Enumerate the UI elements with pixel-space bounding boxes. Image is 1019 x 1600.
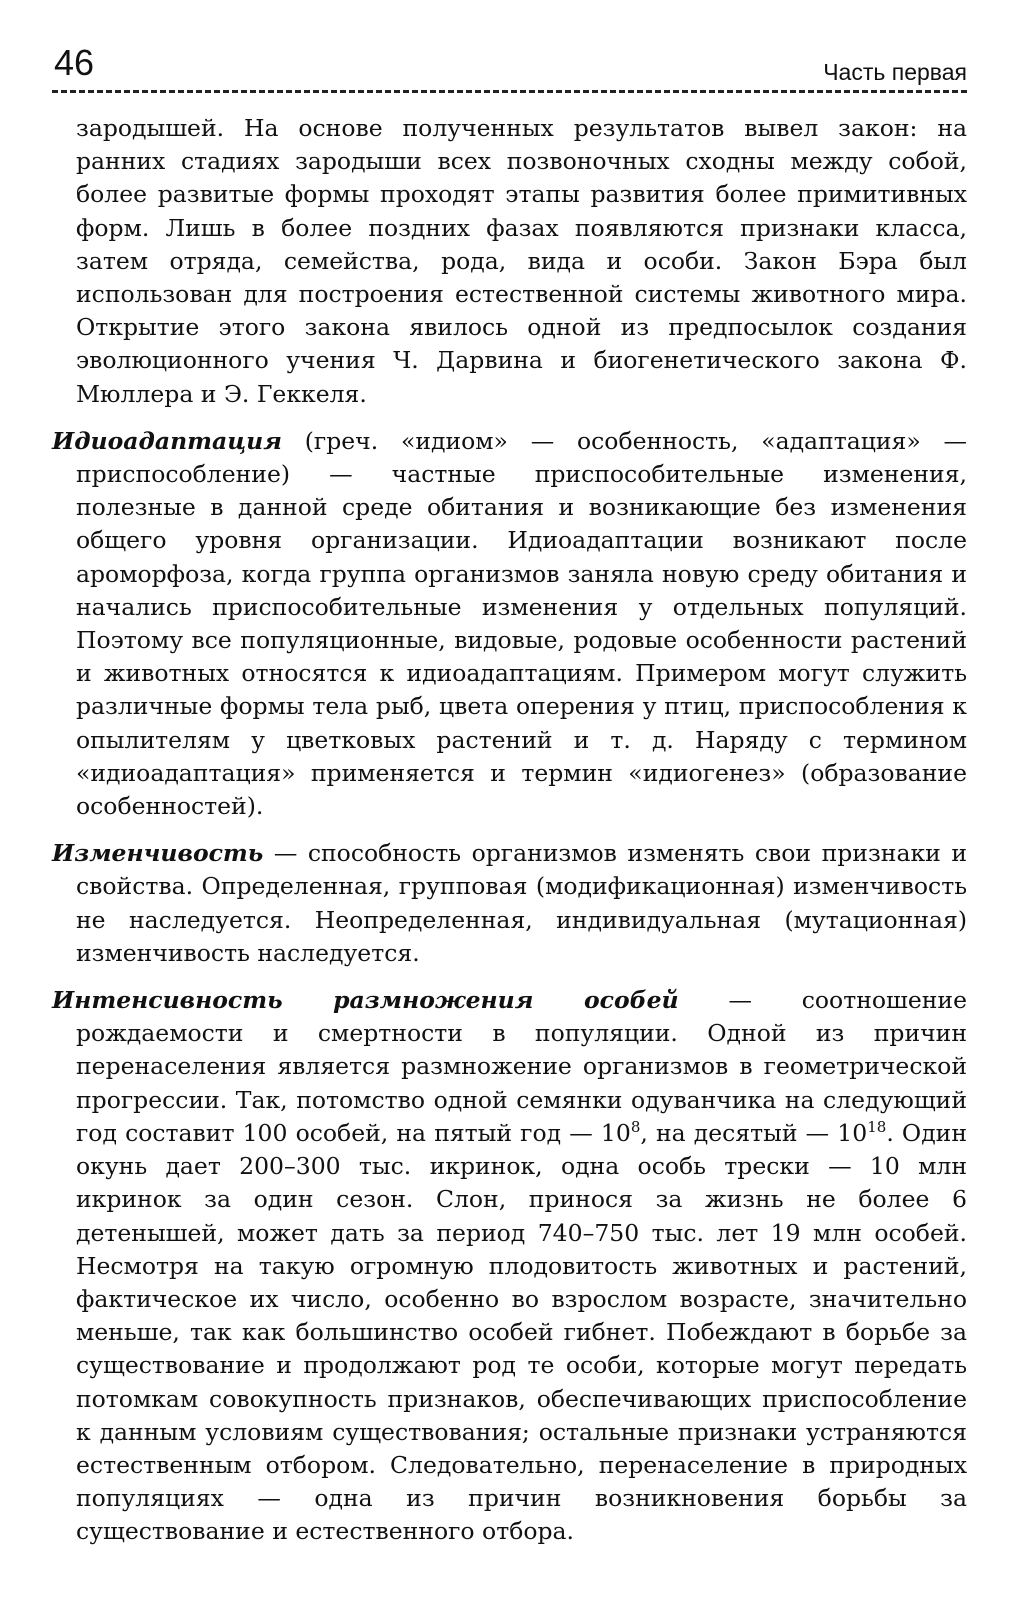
entry-definition-part: — соотношение рождаемости и смертности в популяции. Одной из причин перенаселения является размножение организмов в геометрической прогрессии. Так, потомство одной семянки одуванчика на следующий год составит 100 особей, на пятый год — 10 (76, 986, 967, 1147)
running-title: Часть первая (823, 59, 967, 85)
glossary-entry-reproduction-intensity (52, 984, 967, 1548)
entry-definition-part: , на десятый — 10 (640, 1118, 868, 1147)
header-divider (52, 90, 967, 93)
glossary-entry-variability (52, 837, 967, 970)
continued-paragraph: зародышей. На основе полученных результатов вывел закон: на ранних стадиях зародыши всех позвоночных сходны между собой, более развитые формы проходят этапы развития более примитивных форм. Лишь в более поздних фазах появляются признаки класса, затем отряда, семейства, рода, вида и особи. Закон Бэра был использован для построения естественной системы животного мира. Открытие этого закона явилось одной из предпосылок создания эволюционного учения Ч. Дарвина и биогенетического закона Ф. Мюллера и Э. Геккеля. (76, 114, 967, 408)
page-number: 46 (54, 42, 95, 83)
entry-term: Идиоадаптация (52, 426, 282, 455)
glossary-entry-idioadaptation (52, 425, 967, 823)
exponent: 8 (630, 1118, 641, 1137)
entry-term: Интенсивность размножения особей (52, 986, 679, 1015)
exponent: 18 (867, 1118, 887, 1137)
entry-definition: — способность организмов изменять свои признаки и свойства. Определенная, групповая (модификационная) изменчивость не наследуется. Неопределенная, индивидуальная (мутационная) изменчивость наследуется. (76, 839, 967, 967)
page-body (52, 112, 967, 1563)
page-header (52, 42, 967, 94)
entry-term: Изменчивость (52, 839, 264, 868)
entry-definition: (греч. «идиом» — особенность, «адаптация» — приспособление) — частные приспособительные изменения, полезные в данной среде обитания и возникающие без изменения общего уровня организации. Идиоадаптации возникают после ароморфоза, когда группа организмов заняла новую среду обитания и начались приспособительные изменения у отдельных популяций. Поэтому все популяционные, видовые, родовые особенности растений и животных относятся к идиоадаптациям. Примером могут служить различные формы тела рыб, цвета оперения у птиц, приспособления к опылителям у цветковых растений и т. д. Наряду с термином «идиоадаптация» применяется и термин «идиогенез» (образование особенностей). (76, 426, 967, 821)
entry-definition-part: . Один окунь дает 200–300 тыс. икринок, одна особь трески — 10 млн икринок за один сезон. Слон, принося за жизнь не более 6 детенышей, может дать за период 740–750 тыс. лет 19 млн особей. Несмотря на такую огромную плодовитость животных и растений, фактическое их число, особенно во взрослом возрасте, значительно меньше, так как большинство особей гибнет. Побеждают в борьбе за существование и продолжают род те особи, которые могут передать потомкам совокупность признаков, обеспечивающих приспособление к данным условиям существования; остальные признаки устраняются естественным отбором. Следовательно, перенаселение в природных популяциях — одна из причин возникновения борьбы за существование и естественного отбора. (76, 1118, 967, 1546)
